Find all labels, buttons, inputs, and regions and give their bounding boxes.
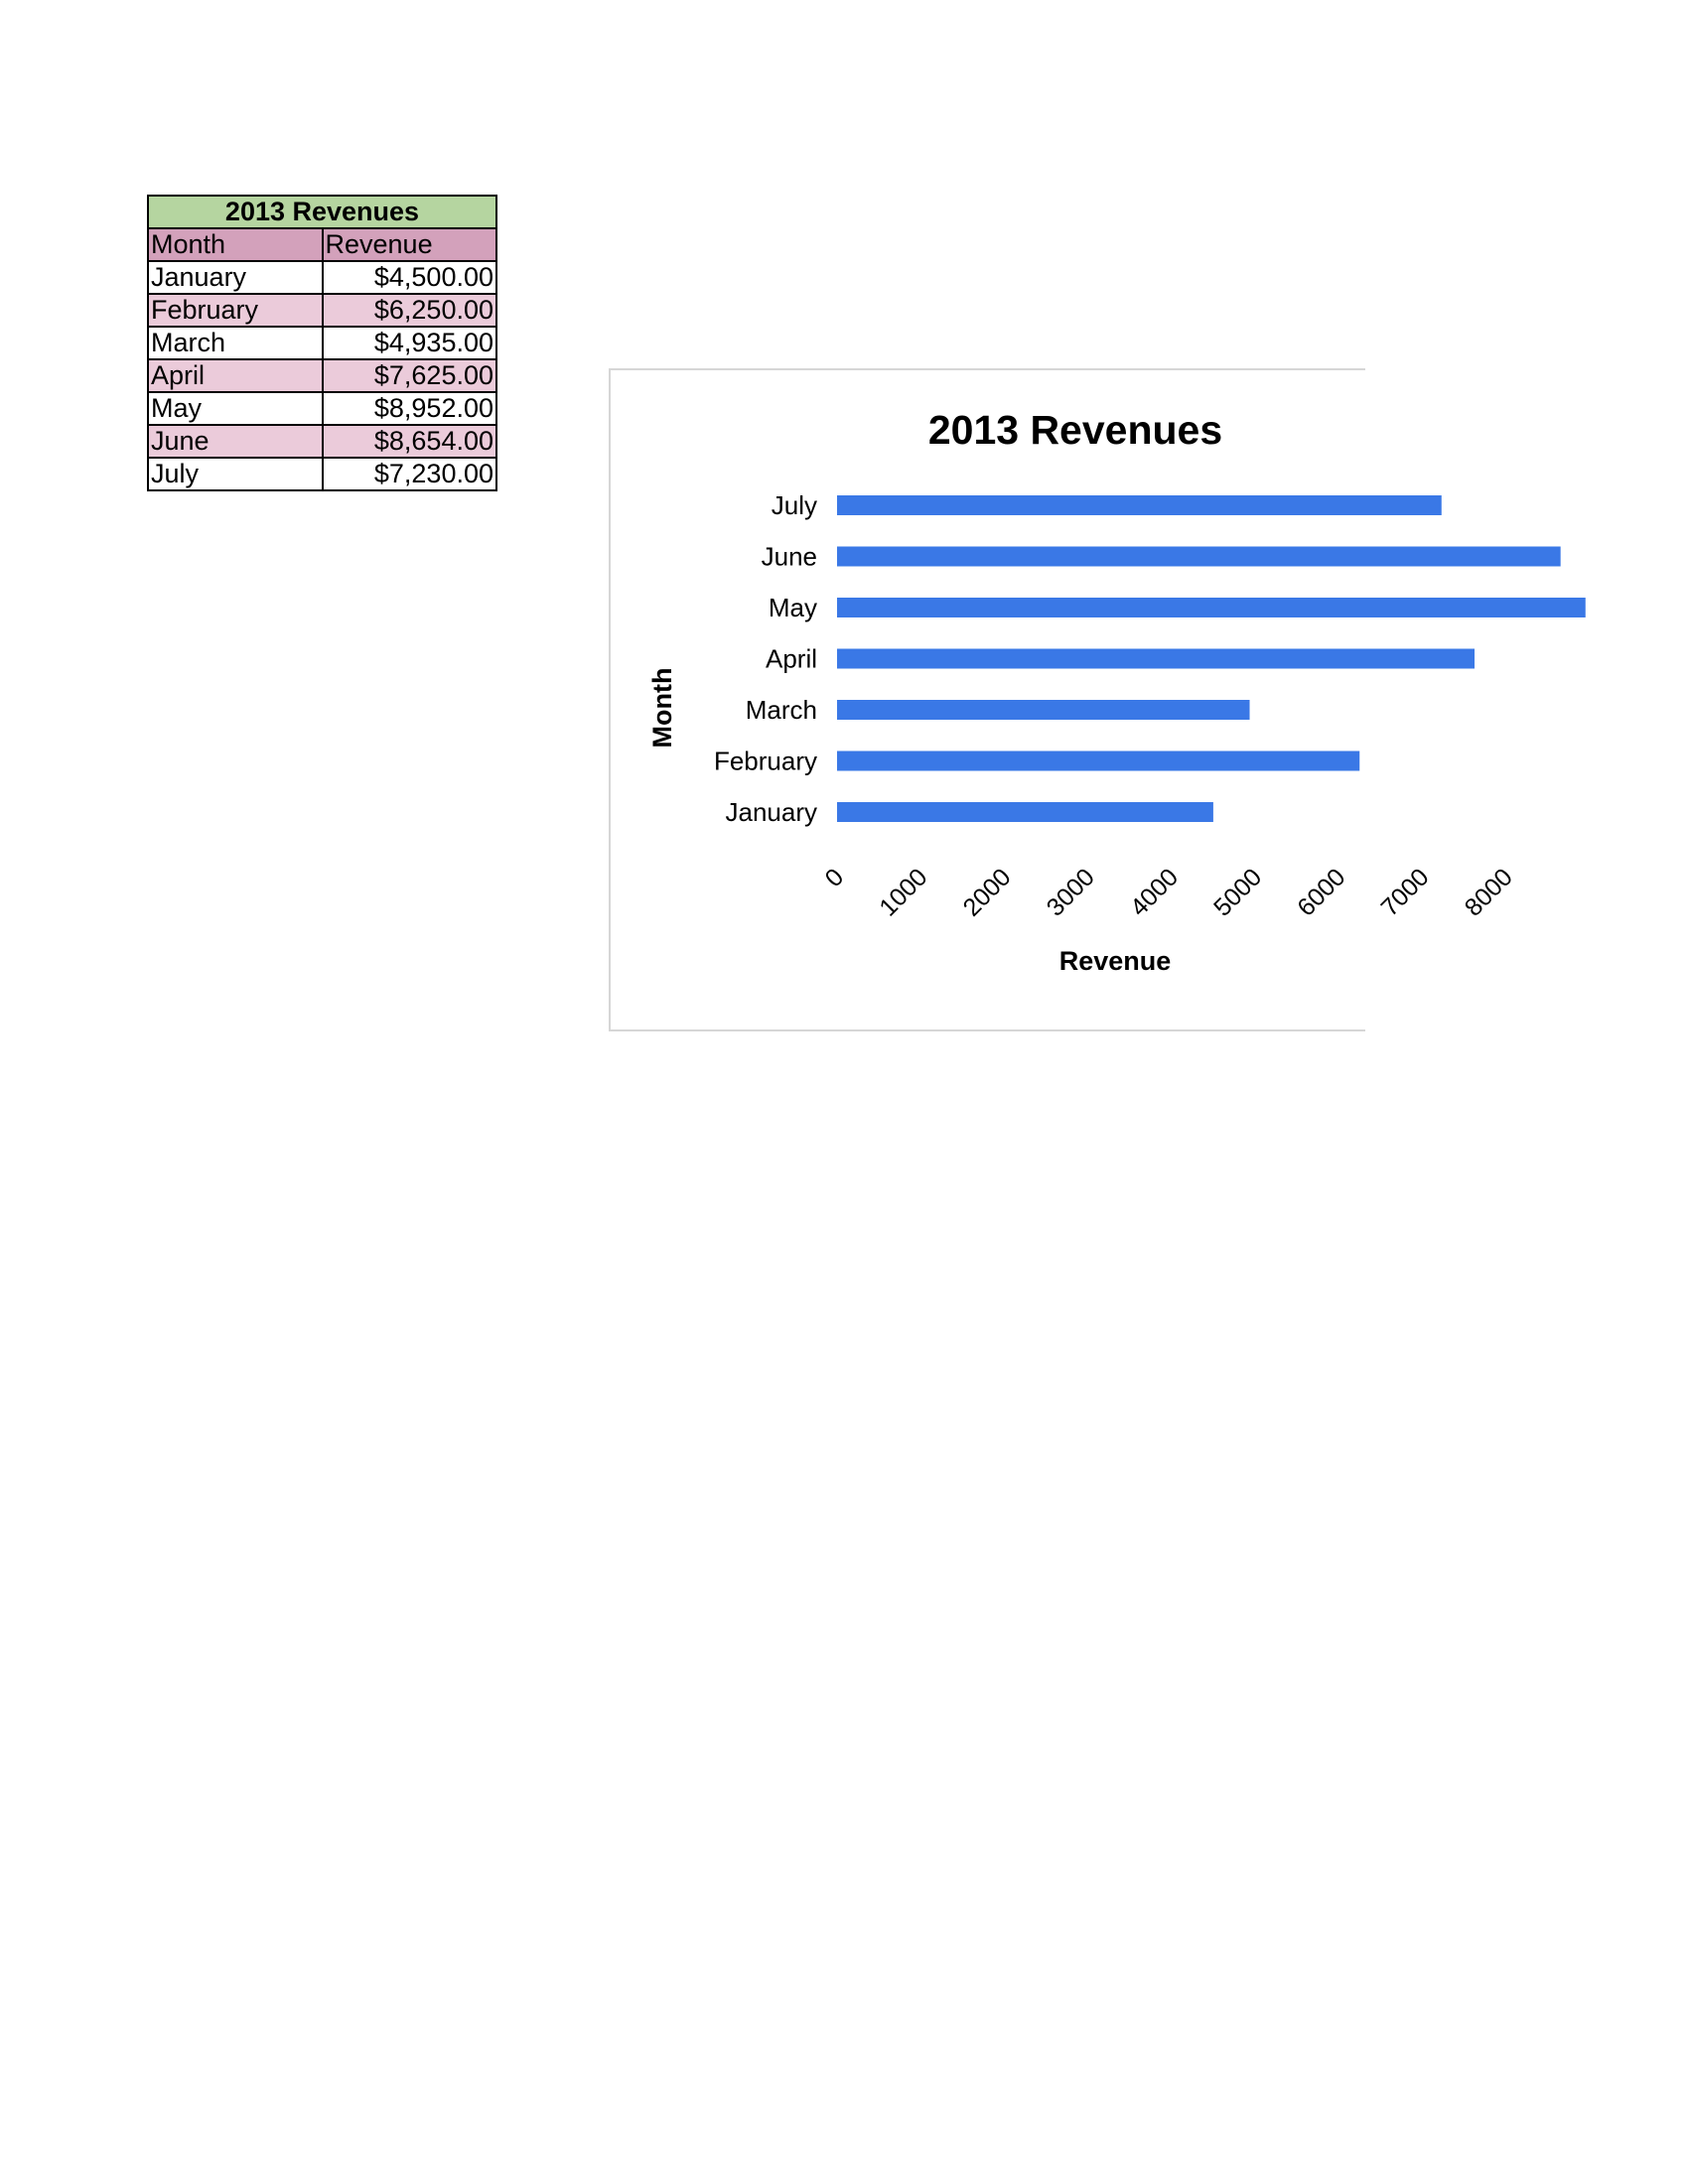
month-cell: May [148, 392, 323, 425]
table-row [148, 392, 496, 425]
table-row [148, 294, 496, 327]
header-month: Month [148, 228, 323, 261]
month-cell: June [148, 425, 323, 458]
category-label: February [713, 746, 817, 776]
revenue-cell: $4,500.00 [323, 261, 497, 294]
table-header-row [148, 228, 496, 261]
category-label: March [745, 695, 817, 725]
revenue-cell: $6,250.00 [323, 294, 497, 327]
category-label: January [725, 797, 817, 827]
bar-march [837, 700, 1250, 720]
revenue-cell: $7,625.00 [323, 359, 497, 392]
category-label: April [765, 643, 817, 674]
month-cell: February [148, 294, 323, 327]
revenue-cell: $4,935.00 [323, 327, 497, 359]
bar-may [837, 598, 1586, 617]
category-labels [714, 490, 817, 827]
bar-june [837, 547, 1561, 567]
category-label: May [768, 593, 817, 622]
table-row [148, 327, 496, 359]
table-row [148, 359, 496, 392]
y-axis-label: Month [647, 667, 677, 749]
x-tick-label: 7000 [1375, 863, 1435, 922]
chart-title: 2013 Revenues [927, 407, 1223, 453]
revenue-cell: $8,654.00 [323, 425, 497, 458]
bar-july [837, 495, 1442, 515]
month-cell: July [148, 458, 323, 490]
x-tick-label: 4000 [1124, 863, 1185, 922]
table-title-row [148, 196, 496, 228]
x-tick-label: 2000 [957, 863, 1017, 922]
x-axis-label: Revenue [1058, 946, 1172, 976]
table-title: 2013 Revenues [148, 196, 496, 228]
revenue-cell: $7,230.00 [323, 458, 497, 490]
table-row [148, 261, 496, 294]
table-row [148, 458, 496, 490]
bar-february [837, 751, 1359, 771]
x-tick-label: 6000 [1292, 863, 1351, 922]
x-tick-label: 8000 [1459, 863, 1518, 922]
header-revenue: Revenue [323, 228, 497, 261]
month-cell: March [148, 327, 323, 359]
month-cell: January [148, 261, 323, 294]
table-row [148, 425, 496, 458]
category-label: June [761, 541, 817, 572]
revenue-cell: $8,952.00 [323, 392, 497, 425]
category-label: July [771, 490, 817, 520]
x-tick-label: 5000 [1208, 863, 1268, 922]
bar-january [837, 802, 1213, 822]
chart-canvas [611, 370, 1518, 1029]
revenue-table [147, 195, 497, 491]
x-tick-label: 3000 [1041, 863, 1100, 922]
revenue-chart [609, 368, 1518, 1031]
bars-group [837, 495, 1586, 822]
month-cell: April [148, 359, 323, 392]
x-tick-label: 0 [819, 863, 850, 893]
bar-april [837, 649, 1475, 669]
x-tick-labels [820, 863, 1518, 921]
x-tick-label: 1000 [874, 863, 933, 922]
